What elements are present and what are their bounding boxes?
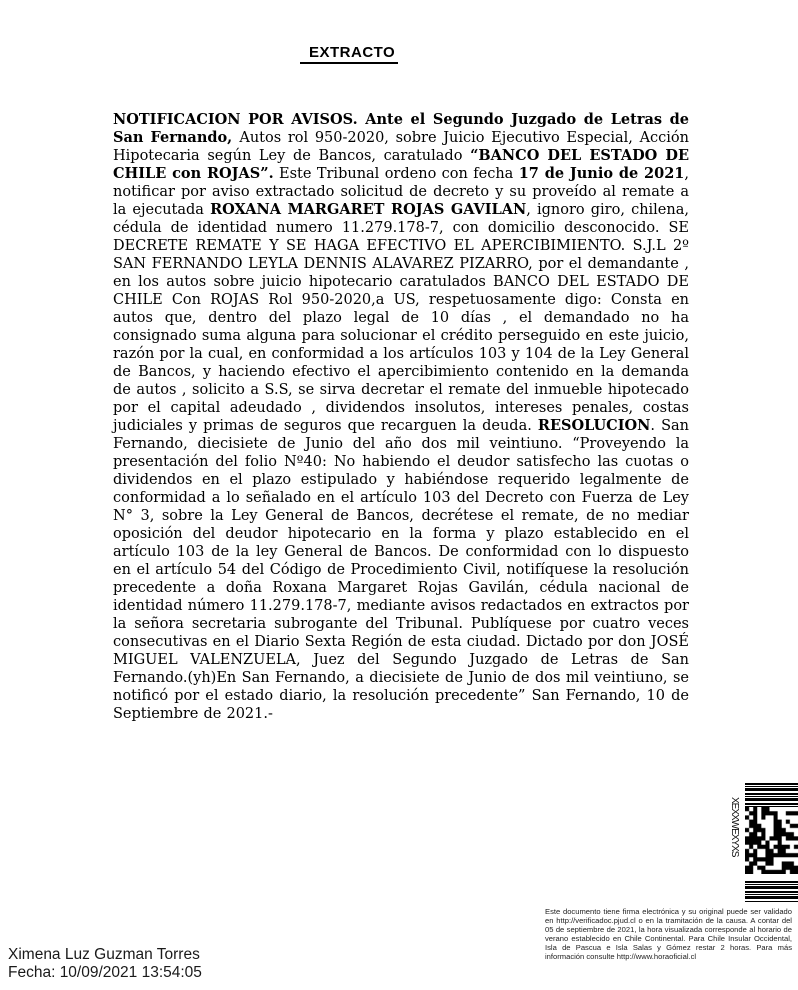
barcode-bottom-bars-icon (745, 881, 798, 902)
body-paragraph: NOTIFICACION POR AVISOS. Ante el Segundo Juzgado de Letras de San Fernando, Autos rol 950-2020, sobre Juicio Ejecutivo Especial, Acción Hipotecaria según Ley de Bancos, caratulado “BANCO DEL ESTADO DE CHILE con ROJAS”. Este Tribunal ordeno con fecha 17 de Junio de 2021, notificar por aviso extractado solicitud de decreto y su proveído al remate a la ejecutada ROXANA MARGARET ROJAS GAVILAN, ignoro giro, chilena, cédula de identidad numero 11.279.178-7, con domicilio desconocido. SE DECRETE REMATE Y SE HAGA EFECTIVO EL APERCIBIMIENTO. S.J.L 2º SAN FERNANDO LEYLA DENNIS ALAVAREZ PIZARRO, por el demandante , en los autos sobre juicio hipotecario caratulados BANCO DEL ESTADO DE CHILE Con ROJAS Rol 950-2020,a US, respetuosamente digo: Consta en autos que, dentro del plazo legal de 10 días , el demandado no ha consignado suma alguna para solucionar el crédito perseguido en este juicio, razón por la cual, en conformidad a los artículos 103 y 104 de la Ley General de Bancos, y haciendo efectivo el apercibimiento contenido en la demanda de autos , solicito a S.S, se sirva decretar el remate del inmueble hipotecado por el capital adeudado , dividendos insolutos, intereses penales, costas judiciales y primas de seguros que recarguen la deuda. RESOLUCION. San Fernando, diecisiete de Junio del año dos mil veintiuno. “Proveyendo la presentación del folio Nº40: No habiendo el deudor satisfecho las cuotas o dividendos en el plazo estipulado y habiéndose requerido legalmente de conformidad a lo señalado en el artículo 103 del Decreto con Fuerza de Ley N° 3, sobre la Ley General de Bancos, decrétese el remate, de no mediar oposición del deudor hipotecario en la forma y plazo establecido en el artículo 103 de la ley General de Bancos. De conformidad con lo dispuesto en el artículo 54 del Código de Procedimiento Civil, notifíquese la resolución precedente a doña Roxana Margaret Rojas Gavilán, cédula nacional de identidad número 11.279.178-7, mediante avisos redactados en extractos por la señora secretaria subrogante del Tribunal. Publíquese por cuatro veces consecutivas en el Diario Sexta Región de esta ciudad. Dictado por don JOSÉ MIGUEL VALENZUELA, Juez del Segundo Juzgado de Letras de San Fernando.(yh)En San Fernando, a diecisiete de Junio de dos mil veintiuno, se notificó por el estado diario, la resolución precedente” San Fernando, 10 de Septiembre de 2021.- (113, 111, 690, 722)
signatory-name: Ximena Luz Guzman Torres (8, 946, 200, 963)
electronic-signature-fine-print: Este documento tiene firma electrónica y su original puede ser validado en http://verificadoc.pjud.cl o en la tramitación de la causa. A contar del 05 de septiembre de 2021, la hora visualizada corresponde al horario de verano establecido en Chile Continental. Para Chile Insular Occidental, Isla de Pascua e Isla Salas y Gómez restar 2 horas. Para más información consulte http://www.horaoficial.cl (545, 907, 792, 961)
signature-block (8, 946, 202, 982)
barcode-top-bars-icon (745, 783, 798, 807)
barcode-code-text: XEXXWEXYXS (729, 797, 740, 857)
signature-date: Fecha: 10/09/2021 13:54:05 (8, 964, 202, 981)
verification-barcode-icon (745, 783, 798, 903)
document-title: EXTRACTO (300, 44, 398, 64)
barcode-matrix-icon (745, 807, 798, 874)
